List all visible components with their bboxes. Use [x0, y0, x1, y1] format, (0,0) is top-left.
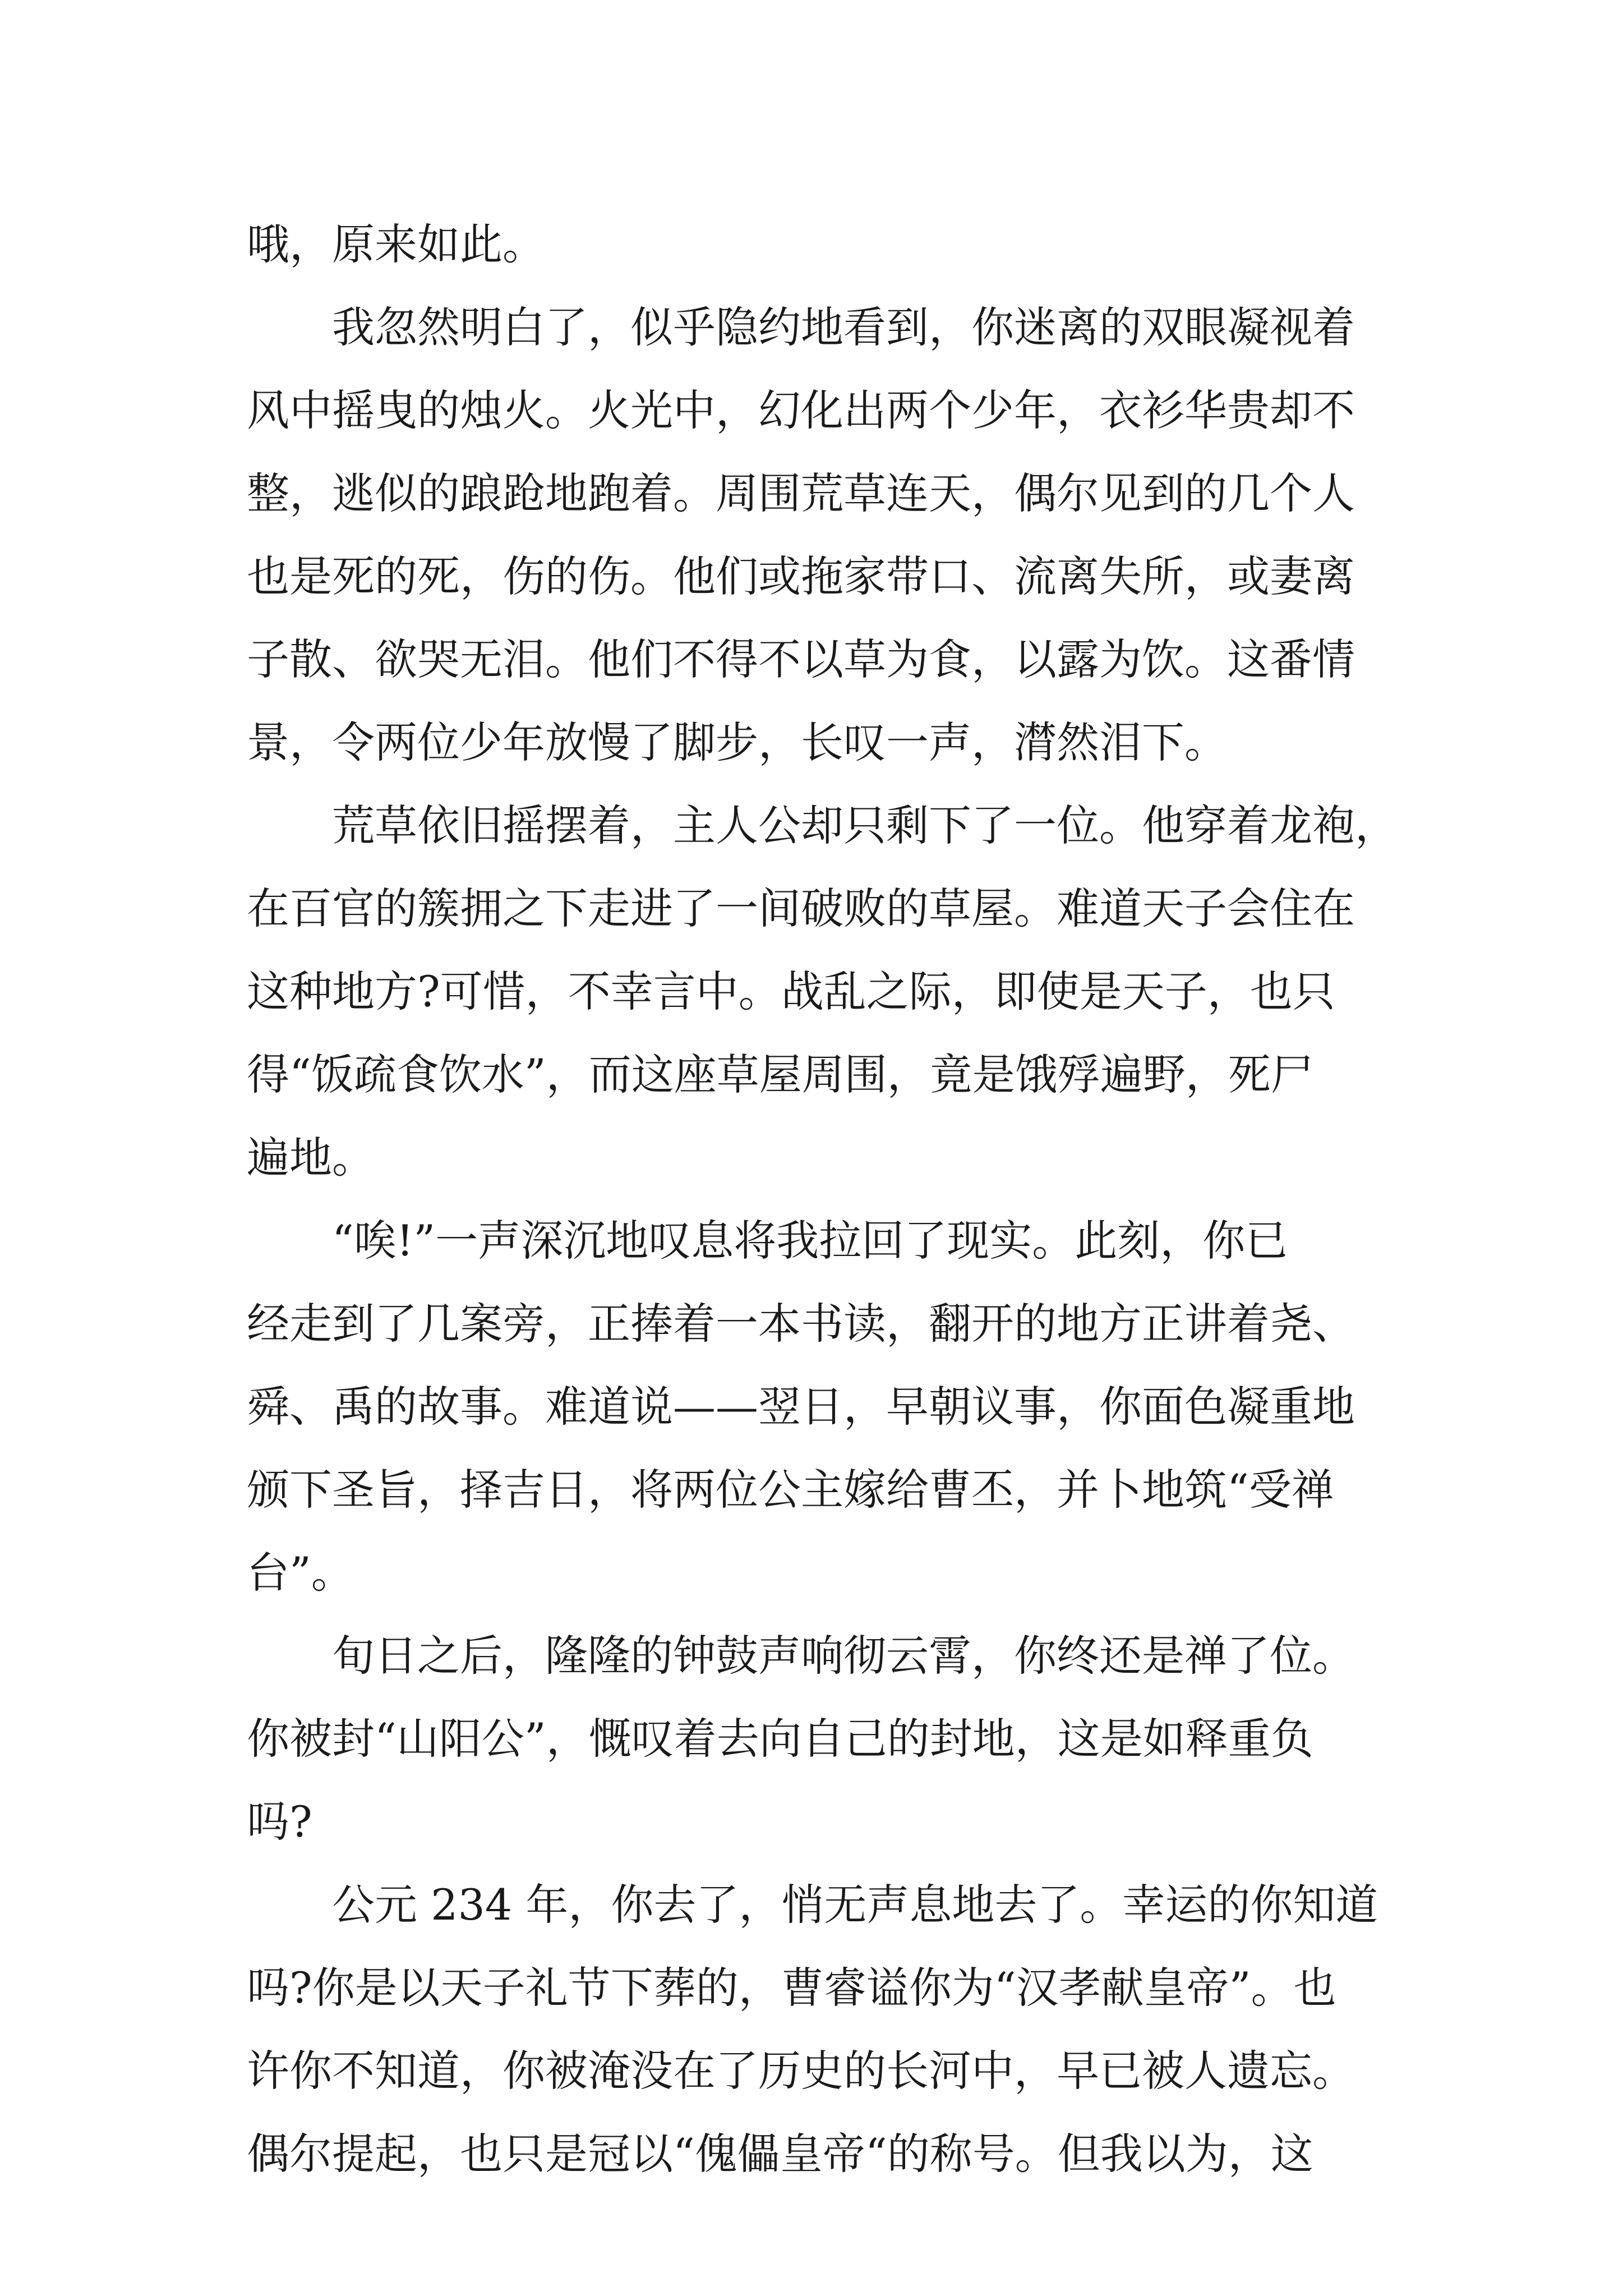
text-line: 荒草依旧摇摆着，主人公却只剩下了一位。他穿着龙袍，: [332, 800, 1398, 850]
text-line: 吗?你是以天子礼节下葬的，曹睿谥你为“汉孝献皇帝”。也: [247, 1963, 1336, 2013]
text-line: 景，令两位少年放慢了脚步，长叹一声，潸然泪下。: [247, 717, 1227, 767]
text-line: 风中摇曳的烛火。火光中，幻化出两个少年，衣衫华贵却不: [247, 385, 1355, 435]
text-line: 颁下圣旨，择吉日，将两位公主嫁给曹丕，并卜地筑“受禅: [247, 1465, 1334, 1515]
body-text: [247, 203, 1402, 2196]
text-line: 舜、禹的故事。难道说——翌日，早朝议事，你面色凝重地: [247, 1382, 1355, 1432]
text-line: “唉!”一声深沉地叹息将我拉回了现实。此刻，你已: [332, 1216, 1288, 1266]
text-line: 我忽然明白了，似乎隐约地看到，你迷离的双眼凝视着: [332, 302, 1355, 352]
text-line: 许你不知道，你被淹没在了历史的长河中，早已被人遗忘。: [247, 2046, 1355, 2096]
text-line: 吗?: [247, 1797, 312, 1847]
text-line: 这种地方?可惜，不幸言中。战乱之际，即使是天子，也只: [247, 967, 1335, 1016]
text-line: 偶尔提起，也只是冠以“傀儡皇帝“的称号。但我以为，这: [247, 2129, 1313, 2179]
text-line: 子散、欲哭无泪。他们不得不以草为食，以露为饮。这番情: [247, 634, 1355, 684]
text-line: 整，逃似的踉跄地跑着。周围荒草连天，偶尔见到的几个人: [247, 468, 1355, 518]
text-line: 也是死的死，伤的伤。他们或拖家带口、流离失所，或妻离: [247, 551, 1355, 601]
text-line: 在百官的簇拥之下走进了一间破败的草屋。难道天子会住在: [247, 884, 1355, 933]
text-line: 经走到了几案旁，正捧着一本书读，翻开的地方正讲着尧、: [247, 1299, 1355, 1349]
text-line: 旬日之后，隆隆的钟鼓声响彻云霄，你终还是禅了位。: [332, 1631, 1355, 1681]
text-line: 遍地。: [247, 1133, 375, 1182]
text-line: 台”。: [247, 1548, 354, 1598]
text-line: 你被封“山阳公”，慨叹着去向自己的封地，这是如释重负: [247, 1714, 1313, 1764]
text-line: 得“饭疏食饮水”，而这座草屋周围，竟是饿殍遍野，死尸: [247, 1050, 1313, 1099]
text-line: 公元 234 年，你去了，悄无声息地去了。幸运的你知道: [332, 1880, 1378, 1930]
text-line: 哦，原来如此。: [247, 219, 545, 269]
